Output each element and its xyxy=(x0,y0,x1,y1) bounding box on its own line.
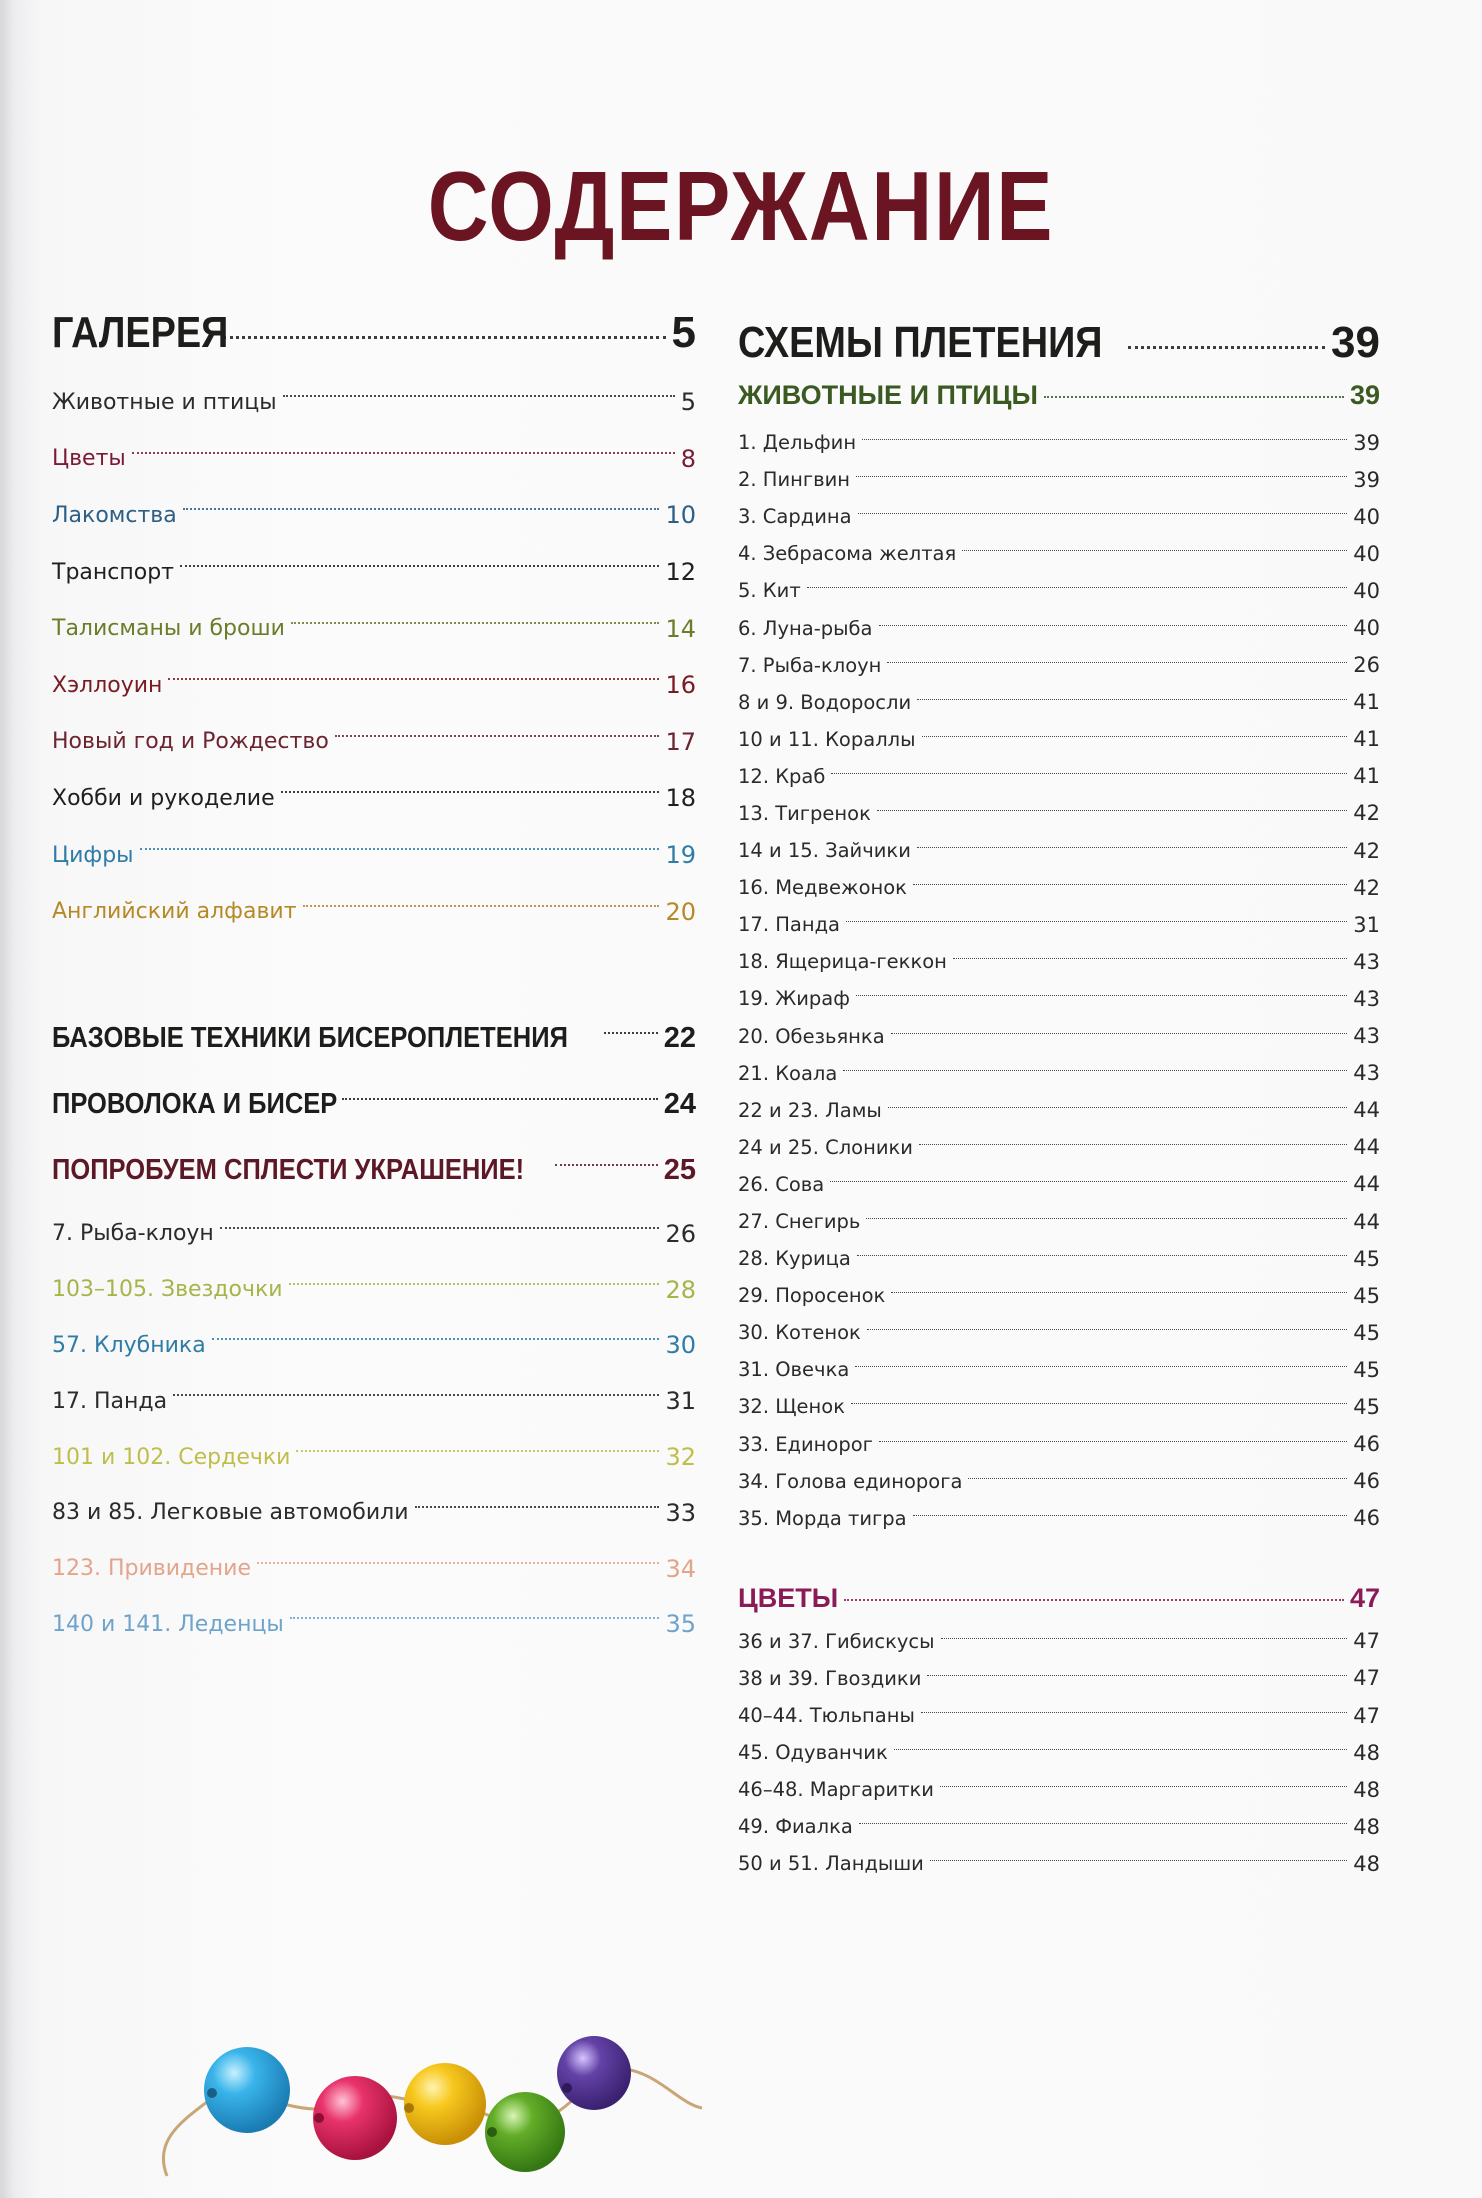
entry-label: 8 и 9. Водоросли xyxy=(738,690,912,714)
toc-entry[interactable] xyxy=(738,869,1380,906)
page-number: 32 xyxy=(665,1443,696,1472)
entry-label: Новый год и Рождество xyxy=(52,729,329,755)
flowers-list xyxy=(738,1623,1380,1883)
toc-entry[interactable] xyxy=(52,600,696,657)
entry-label: 35. Морда тигра xyxy=(738,1506,907,1530)
entry-label: Талисманы и броши xyxy=(52,616,285,642)
dot-leader xyxy=(281,791,660,793)
dot-leader xyxy=(891,1033,1348,1034)
dot-leader xyxy=(1128,346,1325,349)
page-number: 43 xyxy=(1353,1061,1380,1086)
toc-entry[interactable] xyxy=(738,609,1380,646)
gallery-list xyxy=(52,374,696,940)
entry-label: 6. Луна-рыба xyxy=(738,616,873,640)
entry-label: 16. Медвежонок xyxy=(738,876,907,900)
dot-leader xyxy=(941,1638,1348,1639)
toc-flowers-heading[interactable] xyxy=(738,1583,1380,1623)
toc-entry[interactable] xyxy=(738,1129,1380,1166)
dot-leader xyxy=(866,1218,1347,1219)
toc-section-heading[interactable] xyxy=(52,1138,696,1204)
page-number: 40 xyxy=(1353,541,1380,566)
toc-entry[interactable] xyxy=(52,1485,696,1541)
page-number: 44 xyxy=(1353,1135,1380,1160)
dot-leader xyxy=(257,1562,659,1564)
heading-label: ЖИВОТНЫЕ И ПТИЦЫ xyxy=(738,380,1038,410)
entry-label: 20. Обезьянка xyxy=(738,1024,885,1048)
toc-entry[interactable] xyxy=(738,1092,1380,1129)
toc-entry[interactable] xyxy=(52,1597,696,1653)
dot-leader xyxy=(855,1366,1347,1367)
toc-entry[interactable] xyxy=(738,1426,1380,1463)
page-number: 26 xyxy=(665,1219,696,1248)
page-number: 41 xyxy=(1353,690,1380,715)
page-number: 41 xyxy=(1353,727,1380,752)
entry-label: 49. Фиалка xyxy=(738,1815,853,1839)
dot-leader xyxy=(856,476,1347,477)
entry-label: 27. Снегирь xyxy=(738,1210,861,1234)
dot-leader xyxy=(851,1403,1347,1404)
entry-label: 46–48. Маргаритки xyxy=(738,1778,934,1802)
toc-entry[interactable] xyxy=(738,1314,1380,1351)
page-number: 48 xyxy=(1353,1814,1380,1839)
toc-entry[interactable] xyxy=(738,1351,1380,1388)
page-number: 45 xyxy=(1353,1246,1380,1271)
entry-label: 26. Сова xyxy=(738,1172,825,1196)
dot-leader xyxy=(953,958,1347,959)
toc-entry[interactable] xyxy=(738,832,1380,869)
entry-label: 24 и 25. Слоники xyxy=(738,1135,913,1159)
entry-label: 34. Голова единорога xyxy=(738,1469,963,1493)
dot-leader xyxy=(140,848,660,850)
entry-label: 12. Краб xyxy=(738,764,826,788)
dot-leader xyxy=(220,1227,660,1229)
page-number: 44 xyxy=(1353,1098,1380,1123)
entry-label: 18. Ящерица-геккон xyxy=(738,950,947,974)
page-number: 45 xyxy=(1353,1357,1380,1382)
page-number: 34 xyxy=(665,1554,696,1583)
dot-leader xyxy=(1044,396,1344,398)
toc-gallery-heading[interactable] xyxy=(52,308,696,372)
page-number: 42 xyxy=(1353,875,1380,900)
dot-leader xyxy=(887,662,1347,663)
page-number: 33 xyxy=(665,1498,696,1527)
entry-label: 36 и 37. Гибискусы xyxy=(738,1629,935,1653)
toc-entry[interactable] xyxy=(738,1660,1380,1697)
toc-entry[interactable] xyxy=(738,1808,1380,1845)
toc-section-heading[interactable] xyxy=(52,1072,696,1138)
page-number: 43 xyxy=(1353,986,1380,1011)
page-title: СОДЕРЖАНИЕ xyxy=(427,151,1055,261)
heading-label: ЦВЕТЫ xyxy=(738,1582,839,1613)
page-number: 40 xyxy=(1353,504,1380,529)
entry-label: 32. Щенок xyxy=(738,1395,845,1419)
dot-leader xyxy=(917,847,1347,848)
page-number: 16 xyxy=(665,671,696,700)
toc-entry[interactable] xyxy=(738,1018,1380,1055)
entry-label: 17. Панда xyxy=(52,1388,168,1414)
page-number: 43 xyxy=(1353,949,1380,974)
basics-list xyxy=(52,1006,696,1204)
entry-label: 4. Зебрасома желтая xyxy=(738,542,957,566)
toc-entry[interactable] xyxy=(738,721,1380,758)
dot-leader xyxy=(289,1283,660,1285)
toc-entry[interactable] xyxy=(738,1388,1380,1425)
right-column xyxy=(738,318,1380,1882)
dot-leader xyxy=(968,1478,1347,1479)
dot-leader xyxy=(183,508,660,510)
dot-leader xyxy=(921,1712,1347,1713)
entry-label: 5. Кит xyxy=(738,579,801,603)
toc-entry[interactable] xyxy=(738,980,1380,1017)
dot-leader xyxy=(415,1506,660,1508)
entry-label: 19. Жираф xyxy=(738,987,850,1011)
dot-leader xyxy=(291,622,660,624)
toc-entry[interactable] xyxy=(738,1734,1380,1771)
toc-entry[interactable] xyxy=(738,424,1380,461)
toc-entry[interactable] xyxy=(52,827,696,884)
toc-entry[interactable] xyxy=(738,1055,1380,1092)
dot-leader xyxy=(891,1292,1347,1293)
toc-entry[interactable] xyxy=(52,1429,696,1485)
page-number: 19 xyxy=(665,841,696,870)
dot-leader xyxy=(962,550,1347,551)
toc-entry[interactable] xyxy=(52,544,696,601)
dot-leader xyxy=(296,1450,659,1452)
page-number: 5 xyxy=(671,308,696,357)
dot-leader xyxy=(857,1255,1347,1256)
entry-label: 28. Курица xyxy=(738,1247,851,1271)
dot-leader xyxy=(879,1441,1347,1442)
toc-entry[interactable] xyxy=(52,770,696,827)
entry-label: БАЗОВЫЕ ТЕХНИКИ БИСЕРОПЛЕТЕНИЯ xyxy=(52,1022,568,1055)
toc-entry[interactable] xyxy=(738,1203,1380,1240)
page-number: 22 xyxy=(663,1022,696,1055)
toc-entry[interactable] xyxy=(52,431,696,488)
toc-entry[interactable] xyxy=(738,535,1380,572)
dot-leader xyxy=(212,1338,660,1340)
dot-leader xyxy=(888,1107,1347,1108)
toc-entry[interactable] xyxy=(738,795,1380,832)
dot-leader xyxy=(919,1144,1347,1145)
dot-leader xyxy=(862,439,1347,440)
dot-leader xyxy=(859,1823,1347,1824)
toc-entry[interactable] xyxy=(52,714,696,771)
heading-label: СХЕМЫ ПЛЕТЕНИЯ xyxy=(738,318,1103,367)
entry-label: 31. Овечка xyxy=(738,1358,850,1382)
dot-leader xyxy=(168,678,659,680)
page-number: 14 xyxy=(665,614,696,643)
page-number: 45 xyxy=(1353,1394,1380,1419)
page-number: 39 xyxy=(1349,380,1380,410)
page-number: 44 xyxy=(1353,1209,1380,1234)
page-number: 43 xyxy=(1353,1024,1380,1049)
page-number: 47 xyxy=(1353,1629,1380,1654)
page-number: 39 xyxy=(1353,467,1380,492)
toc-entry[interactable] xyxy=(738,1463,1380,1500)
entry-label: 123. Привидение xyxy=(52,1556,252,1582)
entry-label: 3. Сардина xyxy=(738,505,852,529)
toc-section-heading[interactable] xyxy=(52,1006,696,1072)
toc-entry[interactable] xyxy=(52,1206,696,1262)
dot-leader xyxy=(807,587,1348,588)
page-number: 25 xyxy=(663,1154,696,1187)
beads-on-string-icon xyxy=(147,2008,707,2198)
toc-entry[interactable] xyxy=(52,657,696,714)
entry-label: 33. Единорог xyxy=(738,1432,873,1456)
toc-entry[interactable] xyxy=(52,1262,696,1318)
page-number: 18 xyxy=(665,784,696,813)
dot-leader xyxy=(173,1394,659,1396)
toc-entry[interactable] xyxy=(52,374,696,431)
toc-entry[interactable] xyxy=(738,906,1380,943)
dot-leader xyxy=(132,452,675,454)
dot-leader xyxy=(831,773,1347,774)
entry-label: 17. Панда xyxy=(738,913,841,937)
entry-label: 10 и 11. Кораллы xyxy=(738,727,916,751)
dot-leader xyxy=(894,1749,1348,1750)
toc-entry[interactable] xyxy=(52,883,696,940)
toc-entry[interactable] xyxy=(738,1623,1380,1660)
dot-leader xyxy=(922,736,1348,737)
toc-entry[interactable] xyxy=(52,1373,696,1429)
entry-label: 57. Клубника xyxy=(52,1332,206,1358)
dot-leader xyxy=(604,1032,657,1034)
page-number: 20 xyxy=(665,897,696,926)
heading-label: ГАЛЕРЕЯ xyxy=(52,308,229,357)
dot-leader xyxy=(342,1098,657,1100)
page-number: 48 xyxy=(1353,1740,1380,1765)
entry-label: 14 и 15. Зайчики xyxy=(738,839,911,863)
entry-label: Хэллоуин xyxy=(52,672,163,698)
page-number: 17 xyxy=(665,727,696,756)
page-number: 28 xyxy=(665,1275,696,1304)
lessons-list xyxy=(52,1206,696,1652)
dot-leader xyxy=(335,735,660,737)
entry-label: 140 и 141. Леденцы xyxy=(52,1611,284,1637)
dot-leader xyxy=(555,1164,658,1166)
page-number: 26 xyxy=(1353,653,1380,678)
dot-leader xyxy=(180,565,659,567)
entry-label: 13. Тигренок xyxy=(738,801,871,825)
entry-label: Цветы xyxy=(52,446,126,472)
dot-leader xyxy=(927,1675,1347,1676)
dot-leader xyxy=(879,625,1348,626)
entry-label: 29. Поросенок xyxy=(738,1284,886,1308)
entry-label: ПОПРОБУЕМ СПЛЕСТИ УКРАШЕНИЕ! xyxy=(52,1154,525,1187)
dot-leader xyxy=(846,921,1347,922)
entry-label: Английский алфавит xyxy=(52,899,297,925)
entry-label: 30. Котенок xyxy=(738,1321,861,1345)
entry-label: 40–44. Тюльпаны xyxy=(738,1704,915,1728)
dot-leader xyxy=(843,1070,1347,1071)
toc-entry[interactable] xyxy=(738,1166,1380,1203)
entry-label: 1. Дельфин xyxy=(738,431,857,455)
page-number: 47 xyxy=(1349,1582,1380,1613)
page-number: 42 xyxy=(1353,801,1380,826)
toc-entry[interactable] xyxy=(738,498,1380,535)
toc-entry[interactable] xyxy=(738,461,1380,498)
toc-entry[interactable] xyxy=(738,758,1380,795)
entry-label: 50 и 51. Ландыши xyxy=(738,1852,924,1876)
toc-schemes-heading[interactable] xyxy=(738,318,1380,380)
dot-leader xyxy=(283,395,675,397)
toc-entry[interactable] xyxy=(738,1240,1380,1277)
dot-leader xyxy=(913,1515,1348,1516)
entry-label: 2. Пингвин xyxy=(738,468,851,492)
entry-label: Животные и птицы xyxy=(52,389,277,415)
page-number: 24 xyxy=(663,1088,696,1121)
entry-label: 7. Рыба-клоун xyxy=(52,1221,214,1247)
page-number: 46 xyxy=(1353,1469,1380,1494)
toc-entry[interactable] xyxy=(738,1771,1380,1808)
entry-label: ПРОВОЛОКА И БИСЕР xyxy=(52,1088,338,1121)
entry-label: Цифры xyxy=(52,842,134,868)
entry-label: 7. Рыба-клоун xyxy=(738,653,882,677)
entry-label: 101 и 102. Сердечки xyxy=(52,1444,291,1470)
dot-leader xyxy=(844,1599,1344,1601)
page-number: 31 xyxy=(1353,912,1380,937)
dot-leader xyxy=(877,810,1347,811)
toc-entry[interactable] xyxy=(738,647,1380,684)
page-number: 45 xyxy=(1353,1320,1380,1345)
entry-label: 38 и 39. Гвоздики xyxy=(738,1666,922,1690)
toc-entry[interactable] xyxy=(738,684,1380,721)
toc-entry[interactable] xyxy=(52,1318,696,1374)
entry-label: Лакомства xyxy=(52,502,177,528)
page-number: 31 xyxy=(665,1387,696,1416)
page-number: 47 xyxy=(1353,1666,1380,1691)
page-number: 41 xyxy=(1353,764,1380,789)
dot-leader xyxy=(303,905,660,907)
page-number: 47 xyxy=(1353,1703,1380,1728)
page-number: 40 xyxy=(1353,616,1380,641)
page-number: 48 xyxy=(1353,1777,1380,1802)
entry-label: 22 и 23. Ламы xyxy=(738,1098,882,1122)
toc-entry[interactable] xyxy=(738,1500,1380,1537)
dot-leader xyxy=(830,1181,1347,1182)
page-number: 45 xyxy=(1353,1283,1380,1308)
page-number: 39 xyxy=(1331,318,1380,367)
toc-animals-heading[interactable] xyxy=(738,380,1380,424)
toc-entry[interactable] xyxy=(738,1277,1380,1314)
page-number: 12 xyxy=(665,558,696,587)
page-number: 48 xyxy=(1353,1851,1380,1876)
dot-leader xyxy=(917,699,1347,700)
entry-label: Хобби и рукоделие xyxy=(52,785,275,811)
toc-entry[interactable] xyxy=(52,487,696,544)
dot-leader xyxy=(930,1860,1347,1861)
toc-entry[interactable] xyxy=(738,572,1380,609)
dot-leader xyxy=(913,884,1347,885)
page-number: 40 xyxy=(1353,578,1380,603)
page-number: 8 xyxy=(680,444,696,473)
page-number: 35 xyxy=(665,1610,696,1639)
page-number: 5 xyxy=(680,388,696,417)
dot-leader xyxy=(856,995,1347,996)
page-number: 39 xyxy=(1353,430,1380,455)
entry-label: Транспорт xyxy=(52,559,174,585)
toc-entry[interactable] xyxy=(738,1697,1380,1734)
entry-label: 21. Коала xyxy=(738,1061,838,1085)
page-number: 42 xyxy=(1353,838,1380,863)
toc-entry[interactable] xyxy=(738,1845,1380,1882)
dot-leader xyxy=(290,1617,660,1619)
page-number: 46 xyxy=(1353,1432,1380,1457)
dot-leader xyxy=(940,1786,1347,1787)
entry-label: 45. Одуванчик xyxy=(738,1741,888,1765)
left-column xyxy=(52,308,696,1652)
dot-leader xyxy=(867,1329,1347,1330)
toc-entry[interactable] xyxy=(52,1541,696,1597)
toc-entry[interactable] xyxy=(738,943,1380,980)
dot-leader xyxy=(223,336,665,339)
page-number: 44 xyxy=(1353,1172,1380,1197)
entry-label: 83 и 85. Легковые автомобили xyxy=(52,1500,409,1526)
page-number: 30 xyxy=(665,1331,696,1360)
dot-leader xyxy=(858,513,1348,514)
page-number: 46 xyxy=(1353,1506,1380,1531)
animals-list xyxy=(738,424,1380,1537)
entry-label: 103–105. Звездочки xyxy=(52,1277,283,1303)
page-number: 10 xyxy=(665,501,696,530)
